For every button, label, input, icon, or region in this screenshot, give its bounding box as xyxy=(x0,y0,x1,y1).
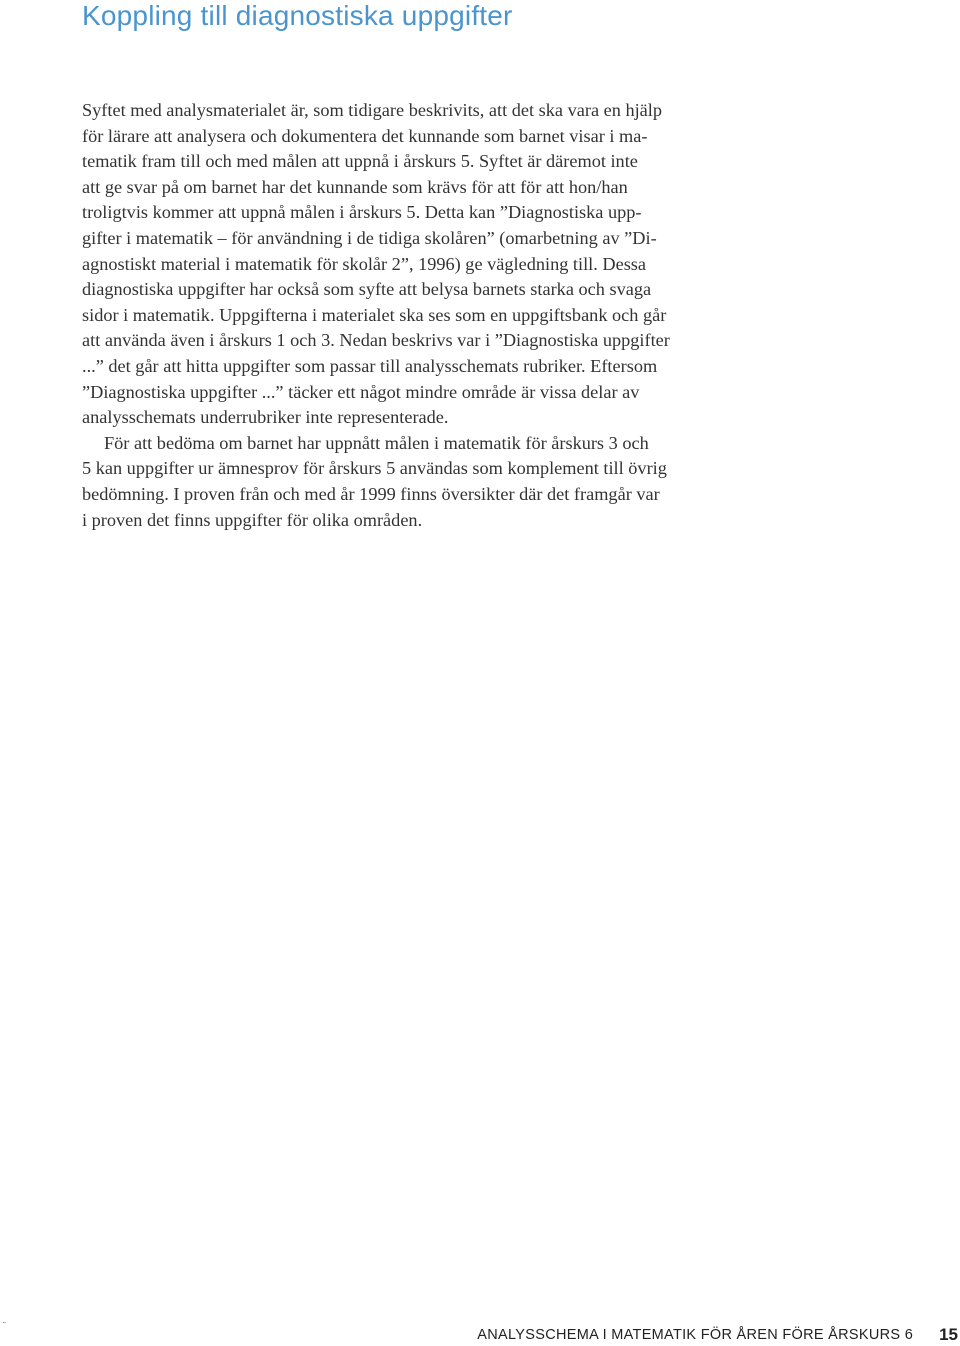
page-footer xyxy=(477,1324,960,1346)
text-line: ...” det går att hitta uppgifter som passar till analysschemats rubriker. Eftersom xyxy=(82,355,658,376)
text-line: analysschemats underrubriker inte representerade. xyxy=(82,407,449,428)
text-line: Syftet med analysmaterialet är, som tidigare beskrivits, att det ska vara en hjälp xyxy=(82,100,663,120)
text-line: För att bedöma om barnet har uppnått målen i matematik för årskurs 3 och xyxy=(104,432,649,453)
text-line: agnostiskt material i matematik för skolår 2”, 1996) ge vägledning till. Dessa xyxy=(82,253,647,274)
text-line: bedömning. I proven från och med år 1999 finns översikter där det framgår var xyxy=(82,483,660,504)
page-heading: Koppling till diagnostiska uppgifter xyxy=(82,0,513,31)
text-line: tematik fram till och med målen att uppnå i årskurs 5. Syftet är däremot inte xyxy=(82,151,638,172)
page-number: 15 xyxy=(939,1325,958,1344)
text-line: att använda även i årskurs 1 och 3. Nedan beskrivs var i ”Diagnostiska uppgifter xyxy=(82,330,670,351)
text-line: gifter i matematik – för användning i de tidiga skolåren” (omarbetning av ”Di- xyxy=(82,227,657,248)
text-line: i proven det finns uppgifter för olika områden. xyxy=(82,509,423,530)
body-text xyxy=(82,98,712,533)
text-line: för lärare att analysera och dokumentera det kunnande som barnet visar i ma- xyxy=(82,125,648,146)
corner-mark: ¨ xyxy=(2,1322,7,1332)
text-line: ”Diagnostiska uppgifter ...” täcker ett något mindre område är vissa delar av xyxy=(82,381,640,402)
text-line: sidor i matematik. Uppgifterna i materialet ska ses som en uppgiftsbank och går xyxy=(82,304,667,325)
text-line: att ge svar på om barnet har det kunnande som krävs för att för att hon/han xyxy=(82,176,628,197)
text-line: troligtvis kommer att uppnå målen i årskurs 5. Detta kan ”Diagnostiska upp- xyxy=(82,202,642,223)
running-head: ANALYSSCHEMA I MATEMATIK FÖR ÅREN FÖRE ÅRSKURS 6 xyxy=(477,1327,914,1343)
text-line: diagnostiska uppgifter har också som syfte att belysa barnets starka och svaga xyxy=(82,279,652,300)
text-line: 5 kan uppgifter ur ämnesprov för årskurs 5 användas som komplement till övrig xyxy=(82,458,667,479)
